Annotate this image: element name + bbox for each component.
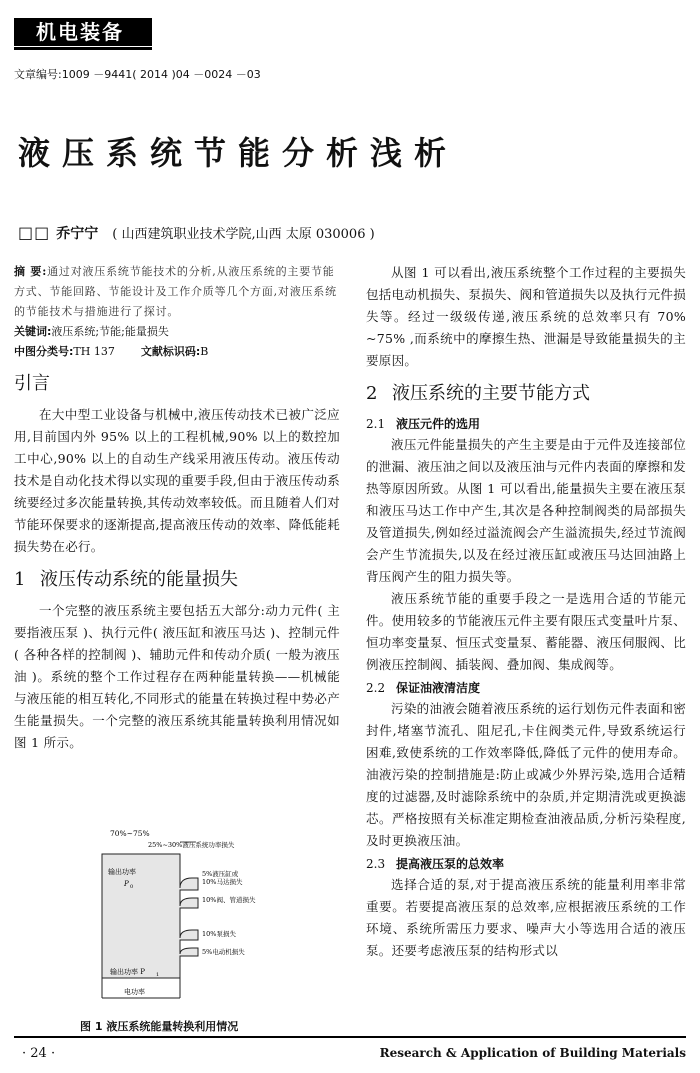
section-label: 机电装备 [36, 20, 124, 44]
fig-bottom-label: 电功率 [124, 988, 145, 996]
fig-input-subscript: 0 [130, 884, 134, 890]
section-1-paragraph: 一个完整的液压系统主要包括五大部分:动力元件( 主要指液压泵 )、执行元件( 液压缸和液压马达 )、控制元件( 各种各样的控制阀 )、辅助元件和传动介质( 一般为液压油 )。系统的整个工作过程存在两种能量转换——机械能与液压能的相互转化,不同形式的能量在转换过程中势必产生能量损失。一个完整的液压系统其能量转换利用情况如图 1 所示。 [14, 603, 340, 750]
footer-rule [14, 1036, 686, 1038]
section-2-2-number: 2.2 [366, 681, 386, 695]
section-2-1-heading [366, 414, 686, 434]
keywords-text: 液压系统;节能;能量损失 [51, 325, 169, 338]
left-column [14, 262, 340, 754]
section-2-2-title: 保证油液清洁度 [396, 681, 481, 695]
right-column [366, 262, 686, 962]
section-2-title: 液压系统的主要节能方式 [392, 383, 590, 404]
section-2-3-title: 提高液压泵的总效率 [396, 857, 505, 871]
clc-label: 中图分类号: [14, 345, 74, 358]
right-paragraph-0: 从图 1 可以看出,液压系统整个工作过程的主要损失包括电动机损失、泵损失、阀和管道损失以及执行元件损失等。经过一级级传递,液压系统的总效率只有 70% ~75% ,而系统中的摩擦生热、泄漏是导致能量损失的主要原因。 [366, 265, 687, 368]
fig-output-subscript: 1 [156, 972, 160, 978]
section-2-2-heading [366, 678, 686, 698]
fig-output-label: 输出功率 P [110, 968, 145, 976]
section-2-1-paragraph-1: 液压元件能量损失的产生主要是由于元件及连接部位的泄漏、液压油之间以及液压油与元件内表面的摩擦和发热等原因所致。从图 1 可以看出,能量损失主要在液压泵和液压马达工作中产生,其次是各种控制阀类的局部损失及管道损失,例如经过溢流阀会产生溢流损失,经过节流阀会产生节流损失,以及在经过液压缸或液压马达回油路上背压阀产生的阻力损失等。 [366, 437, 687, 584]
keywords-label: 关键词: [14, 325, 52, 338]
fig-top-loss: 25%~30%液压系统功率损失 [148, 841, 235, 849]
fig-input-symbol: P [124, 880, 129, 888]
doc-code-value: B [200, 345, 209, 358]
section-2-heading [366, 382, 686, 406]
abstract [14, 262, 340, 322]
fig-top-label: 70%~75% [110, 829, 150, 838]
abstract-text: 通过对液压系统节能技术的分析,从液压系统的主要节能方式、节能回路、节能设计及工作介质等几个方面,对液压系统的节能技术与措施进行了探讨。 [14, 265, 337, 318]
section-2-1-paragraph-2: 液压系统节能的重要手段之一是选用合适的节能元件。使用较多的节能液压元件主要有限压式变量叶片泵、恒功率变量泵、恒压式变量泵、蓄能器、液压伺服阀、比例液压控制阀、插装阀、叠加阀、集成阀等。 [366, 591, 687, 672]
author-boxes: □□ [18, 223, 51, 242]
energy-flow-figure [76, 826, 316, 1016]
section-1-number: 1 [14, 569, 26, 590]
section-1-title: 液压传动系统的能量损失 [40, 569, 238, 590]
section-1-heading [14, 568, 340, 592]
intro-heading: 引言 [14, 373, 50, 394]
keywords [14, 322, 340, 342]
fig-loss-motor: 5%电动机损失 [202, 948, 245, 956]
figure-caption: 图 1 液压系统能量转换利用情况 [80, 1020, 239, 1033]
doc-code-label: 文献标识码: [140, 345, 201, 358]
paper-title: 液压系统节能分析浅析 [18, 134, 459, 172]
intro-paragraph: 在大中型工业设备与机械中,液压传动技术已被广泛应用,目前国内外 95% 以上的工程机械,90% 以上的数控加工中心,90% 以上的自动生产线采用液压传动。液压传动技术是自动化技术得以实现的重要手段,但由于液压传动系统要经过多次能量转换,其传动效率较低。而且随着人们对节能环保要求的逐渐提高,提高液压传动的效率、降低能耗损失势在必行。 [14, 407, 340, 554]
clc-value: TH 137 [73, 345, 115, 358]
article-number: 文章编号:1009 －9441( 2014 )04 －0024 －03 [14, 68, 261, 81]
author-name: 乔宁宁 [56, 226, 99, 242]
author-affiliation: ( 山西建筑职业技术学院,山西 太原 030006 ) [112, 227, 375, 242]
badge-underline [14, 47, 152, 50]
fig-loss-pump: 10%泵损失 [202, 930, 236, 938]
section-2-2-paragraph: 污染的油液会随着液压系统的运行划伤元件表面和密封件,堵塞节流孔、阻尼孔,卡住阀类元件,导致系统运行困难,致使系统的工作效率降低,降低了元件的使用寿命。油液污染的控制措施是:防止或减少外界污染,选用合适精度的过滤器,及时滤除系统中的杂质,并定期清洗或更换滤芯。严格按照有关标准定期检查油液品质,分析污染程度,及时更换液压油。 [366, 701, 686, 848]
fig-loss-cylinder-1: 5%液压缸或 [202, 870, 239, 878]
section-badge [14, 18, 152, 46]
abstract-label: 摘 要: [14, 265, 48, 278]
fig-input-label: 输出功率 [108, 868, 136, 876]
classification [14, 342, 340, 362]
section-2-1-number: 2.1 [366, 417, 386, 431]
author-line [18, 223, 375, 243]
section-2-3-number: 2.3 [366, 857, 386, 871]
journal-name: Research & Application of Building Materials [379, 1046, 686, 1060]
section-2-number: 2 [366, 383, 378, 404]
page-number: · 24 · [22, 1046, 56, 1061]
section-2-1-title: 液压元件的选用 [396, 417, 481, 431]
section-2-3-heading [366, 854, 686, 874]
fig-loss-valve: 10%阀、管道损失 [202, 896, 256, 904]
section-2-3-paragraph: 选择合适的泵,对于提高液压系统的能量利用率非常重要。若要提高液压泵的总效率,应根据液压系统的工作环境、系统所需压力要求、噪声大小等选用合适的液压泵。还要考虑液压泵的结构形式以 [366, 877, 686, 958]
fig-loss-cylinder-2: 10%马达损失 [202, 878, 243, 886]
